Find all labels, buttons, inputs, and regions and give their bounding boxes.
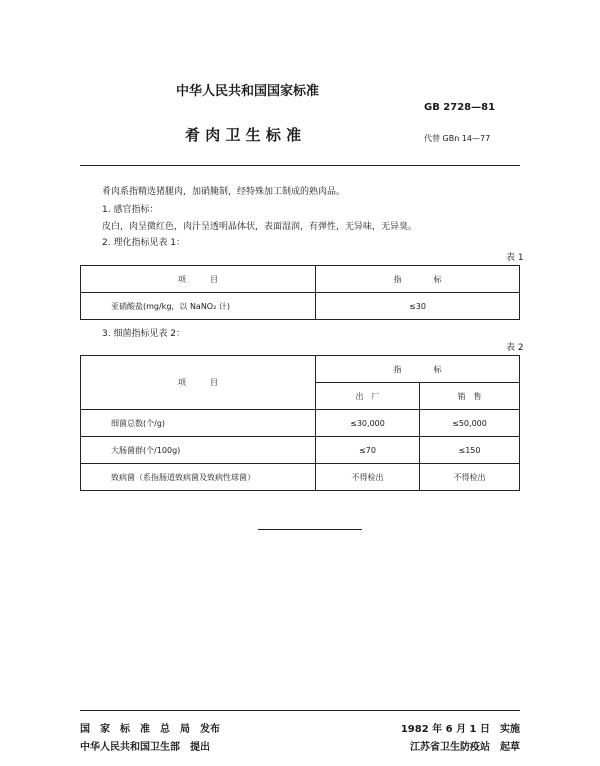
intro-text: 肴肉系指精选猪腿肉，加硝腌制，经特殊加工制成的熟肉品。 bbox=[102, 187, 346, 197]
table-2 bbox=[80, 355, 520, 491]
footer-issuer: 国 家 标 准 总 局 发布 bbox=[80, 724, 220, 735]
column-header-index: 指 标 bbox=[316, 266, 520, 293]
row-value: ≤30 bbox=[316, 293, 520, 320]
column-header-item: 项 目 bbox=[81, 356, 316, 410]
table-row bbox=[81, 293, 520, 320]
table-header-row bbox=[81, 356, 520, 383]
table-row bbox=[81, 464, 520, 491]
subheader-sale: 销 售 bbox=[420, 383, 520, 410]
replaces-note: 代替 GBn 14—77 bbox=[424, 134, 491, 143]
row-sale-value: 不得检出 bbox=[420, 464, 520, 491]
row-item: 亚硝酸盐(mg/kg，以 NaNO₂ 计) bbox=[81, 293, 316, 320]
footer-effective-date: 1982 年 6 月 1 日 实施 bbox=[400, 724, 520, 735]
footer-proposer: 中华人民共和国卫生部 提出 bbox=[80, 742, 210, 753]
footer-drafter: 江苏省卫生防疫站 起草 bbox=[410, 742, 520, 753]
column-header-item: 项 目 bbox=[81, 266, 316, 293]
standard-code: GB 2728—81 bbox=[424, 102, 496, 113]
footer-divider bbox=[80, 710, 520, 711]
table-2-caption: 表 2 bbox=[506, 343, 524, 353]
end-rule bbox=[258, 529, 362, 530]
table-1-caption: 表 1 bbox=[506, 253, 524, 263]
table-1 bbox=[80, 265, 520, 320]
document-title: 肴 肉 卫 生 标 准 bbox=[185, 126, 302, 144]
row-item: 大肠菌群(个/100g) bbox=[81, 437, 316, 464]
section-2-title: 2. 理化指标见表 1： bbox=[102, 238, 186, 248]
section-3-title: 3. 细菌指标见表 2： bbox=[102, 329, 186, 339]
section-1-title: 1. 感官指标： bbox=[102, 205, 159, 215]
column-header-index: 指 标 bbox=[316, 356, 520, 383]
row-factory-value: 不得检出 bbox=[316, 464, 420, 491]
table-row bbox=[81, 437, 520, 464]
row-sale-value: ≤50,000 bbox=[420, 410, 520, 437]
row-factory-value: ≤30,000 bbox=[316, 410, 420, 437]
row-item: 细菌总数(个/g) bbox=[81, 410, 316, 437]
subheader-factory: 出 厂 bbox=[316, 383, 420, 410]
section-1-text: 皮白，肉呈微红色，肉汁呈透明晶体状，表面湿润，有弹性，无异味，无异臭。 bbox=[102, 222, 418, 232]
row-factory-value: ≤70 bbox=[316, 437, 420, 464]
table-header-row bbox=[81, 266, 520, 293]
header-divider bbox=[80, 165, 520, 166]
row-sale-value: ≤150 bbox=[420, 437, 520, 464]
issuing-org: 中华人民共和国国家标准 bbox=[176, 84, 320, 99]
row-item: 致病菌（系指肠道致病菌及致病性球菌） bbox=[81, 464, 316, 491]
table-row bbox=[81, 410, 520, 437]
